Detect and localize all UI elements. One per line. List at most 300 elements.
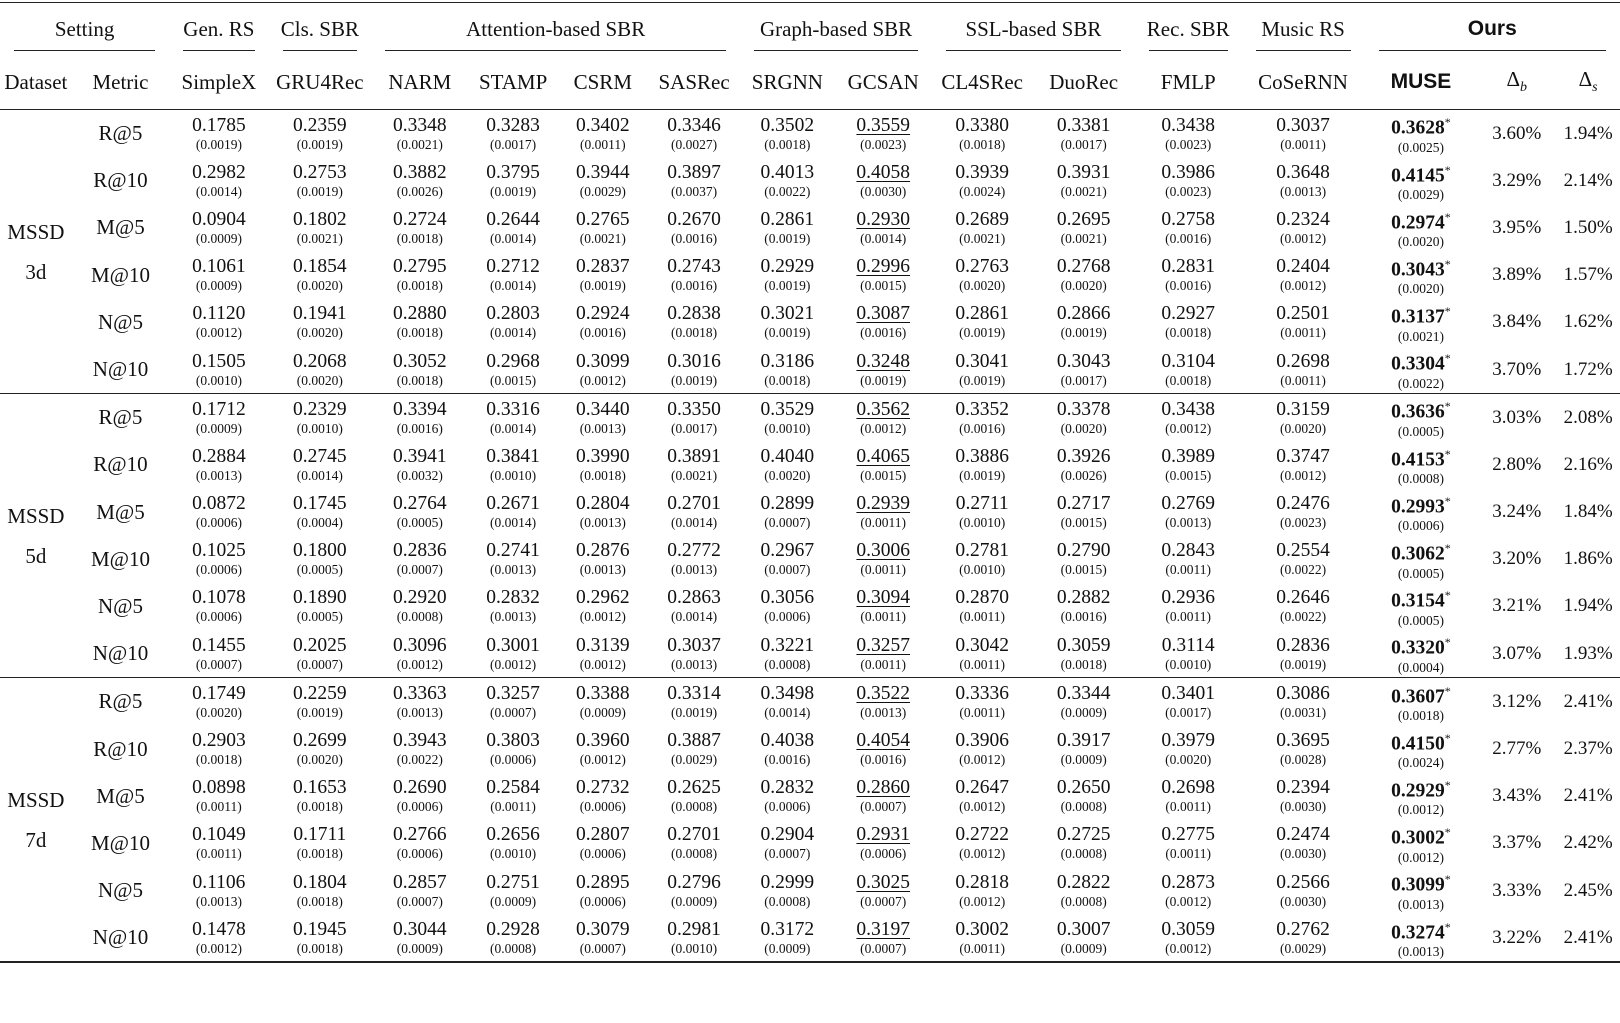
- value-cell: [740, 441, 834, 488]
- significance-marker: *: [1444, 541, 1451, 556]
- metric-cell: M@5: [96, 215, 145, 240]
- std-value: (0.0021): [579, 230, 626, 246]
- metric-value: 0.2732: [576, 777, 630, 799]
- metric-value: 0.3440: [576, 398, 630, 420]
- second-best-value: 0.2860: [856, 777, 911, 799]
- std-value: (0.0012): [959, 846, 1006, 862]
- value-cell: [269, 157, 372, 204]
- std-value: (0.0018): [296, 846, 343, 862]
- delta-b-cell: 3.43%: [1492, 785, 1542, 807]
- metric-value: 0.3917: [1056, 730, 1111, 752]
- std-value: (0.0005): [1397, 612, 1444, 628]
- value-cell: [648, 773, 740, 820]
- metric-value: 0.3381: [1056, 114, 1111, 136]
- value-cell: [371, 914, 468, 962]
- value-cell: [269, 914, 372, 962]
- metric-value: 0.1478: [192, 918, 246, 940]
- value-cell: [469, 394, 558, 442]
- std-value: (0.0006): [860, 846, 907, 862]
- value-cell: [371, 394, 468, 442]
- value-cell: [558, 394, 648, 442]
- metric-value: 0.2895: [576, 871, 630, 893]
- metric-value: 0.2025: [293, 634, 347, 656]
- value-cell: [932, 394, 1032, 442]
- dataset-cell: [0, 678, 72, 963]
- value-cell: [469, 914, 558, 962]
- cmidrule: [183, 50, 254, 51]
- metric-value: 0.2884: [192, 445, 246, 467]
- std-value: (0.0012): [1279, 278, 1327, 294]
- delta-b-cell: 3.20%: [1492, 548, 1542, 570]
- metric-cell: M@5: [96, 499, 145, 524]
- std-value: (0.0020): [1397, 281, 1444, 297]
- metric-value: 0.2843: [1161, 540, 1216, 562]
- group-header-gen-rs: [169, 3, 268, 56]
- std-value: (0.0018): [396, 325, 443, 341]
- metric-value: 0.3059: [1056, 634, 1111, 656]
- metric-cell: N@10: [72, 914, 169, 962]
- std-value: (0.0010): [490, 467, 537, 483]
- std-value: (0.0024): [959, 183, 1006, 199]
- std-value: (0.0023): [1279, 515, 1327, 531]
- best-value-number: 0.3099: [1391, 874, 1445, 896]
- value-cell: [269, 536, 372, 583]
- value-cell: [1365, 773, 1478, 820]
- std-value: (0.0007): [195, 656, 242, 672]
- metric-value: 0.2880: [393, 303, 447, 325]
- value-cell: [269, 867, 372, 914]
- std-value: (0.0013): [579, 515, 626, 531]
- std-value: (0.0012): [1279, 230, 1327, 246]
- value-cell: [1242, 157, 1365, 204]
- significance-marker: *: [1444, 162, 1451, 177]
- second-best-value: 0.3257: [856, 634, 911, 656]
- std-value: (0.0007): [860, 940, 907, 956]
- value-cell: [648, 583, 740, 630]
- dataset-name: MSSD: [7, 219, 65, 244]
- delta-s-cell: 1.94%: [1563, 595, 1613, 617]
- std-value: (0.0007): [764, 846, 811, 862]
- table-row: [0, 536, 1620, 583]
- table-row: [0, 110, 1620, 158]
- value-cell: [558, 204, 648, 251]
- std-value: (0.0021): [1060, 183, 1107, 199]
- second-best-value: 0.2996: [856, 256, 911, 278]
- metric-value: 0.2671: [486, 493, 540, 515]
- best-value: [1365, 395, 1478, 424]
- value-cell: [648, 441, 740, 488]
- std-value: (0.0023): [860, 136, 907, 152]
- value-cell: [740, 110, 834, 158]
- std-value: (0.0018): [959, 136, 1006, 152]
- metric-value: 0.2670: [667, 208, 721, 230]
- value-cell: [169, 678, 268, 726]
- metric-value: 0.2836: [393, 540, 447, 562]
- metric-value: 0.3979: [1161, 730, 1216, 752]
- dataset-name: MSSD: [7, 503, 65, 528]
- metric-value: 0.2803: [486, 303, 540, 325]
- delta-s-cell: 1.62%: [1563, 311, 1613, 333]
- std-value: (0.0005): [1397, 423, 1444, 439]
- value-cell: [169, 346, 268, 394]
- table-row: [0, 204, 1620, 251]
- value-cell: [558, 110, 648, 158]
- std-value: (0.0010): [195, 372, 242, 388]
- delta-s-cell: 1.57%: [1563, 264, 1613, 286]
- group-header-ssl-based-sbr: [932, 3, 1135, 56]
- value-cell: [1032, 914, 1135, 962]
- value-cell: [269, 583, 372, 630]
- std-value: (0.0010): [1165, 656, 1212, 672]
- table-row: [0, 489, 1620, 536]
- metric-value: 0.3007: [1056, 918, 1111, 940]
- std-value: (0.0011): [1280, 372, 1326, 388]
- metric-cell: R@10: [93, 168, 148, 193]
- std-value: (0.0012): [490, 656, 537, 672]
- std-value: (0.0011): [860, 656, 907, 672]
- metric-value: 0.3891: [667, 445, 721, 467]
- std-value: (0.0023): [1165, 183, 1212, 199]
- metric-value: 0.3114: [1161, 634, 1215, 656]
- std-value: (0.0018): [296, 893, 343, 909]
- column-header-csrm: CSRM: [558, 55, 648, 110]
- group-header-music-rs: [1242, 3, 1365, 56]
- significance-marker: *: [1444, 304, 1451, 319]
- std-value: (0.0012): [579, 609, 626, 625]
- group-header-label: Setting: [54, 17, 115, 41]
- cmidrule: [1256, 50, 1351, 51]
- metric-value: 0.2857: [393, 871, 447, 893]
- table-row: [0, 299, 1620, 346]
- std-value: (0.0005): [296, 609, 343, 625]
- value-cell: [558, 678, 648, 726]
- value-cell: [469, 346, 558, 394]
- value-cell: [740, 536, 834, 583]
- value-cell: [269, 725, 372, 772]
- value-cell: [932, 441, 1032, 488]
- value-cell: [1242, 867, 1365, 914]
- table-body: [0, 110, 1620, 963]
- best-value: [1365, 443, 1478, 472]
- value-cell: [1365, 441, 1478, 488]
- group-header-row: [0, 3, 1620, 56]
- std-value: (0.0008): [764, 893, 811, 909]
- significance-marker: *: [1444, 493, 1451, 508]
- second-best-value: 0.3197: [856, 918, 911, 940]
- best-value: [1365, 774, 1478, 803]
- column-header-gru4rec: GRU4Rec: [269, 55, 372, 110]
- value-cell: [469, 110, 558, 158]
- metric-value: 0.2763: [955, 256, 1009, 278]
- metric-value: 0.3042: [955, 634, 1009, 656]
- value-cell: [648, 252, 740, 299]
- std-value: (0.0018): [579, 467, 626, 483]
- metric-cell: N@10: [92, 357, 149, 382]
- column-header-sasrec: SASRec: [648, 55, 740, 110]
- value-cell: [371, 299, 468, 346]
- metric-value: 0.2999: [760, 871, 815, 893]
- metric-value: 0.1785: [192, 114, 246, 136]
- metric-value: 0.3099: [576, 350, 630, 372]
- value-cell: [932, 536, 1032, 583]
- metric-value: 0.3104: [1161, 350, 1216, 372]
- value-cell: [932, 867, 1032, 914]
- metric-value: 0.1455: [192, 634, 246, 656]
- significance-marker: *: [1444, 872, 1451, 887]
- metric-value: 0.2646: [1276, 587, 1330, 609]
- std-value: (0.0022): [1397, 375, 1444, 391]
- best-value-number: 0.3636: [1391, 401, 1445, 423]
- table-row: [0, 394, 1620, 442]
- table-row: [0, 914, 1620, 962]
- std-value: (0.0029): [1397, 187, 1444, 203]
- metric-value: 0.3438: [1161, 114, 1216, 136]
- std-value: (0.0021): [959, 230, 1006, 246]
- metric-value: 0.2837: [576, 256, 630, 278]
- std-value: (0.0019): [1060, 325, 1107, 341]
- metric-value: 0.4038: [760, 730, 815, 752]
- std-value: (0.0011): [959, 609, 1005, 625]
- metric-value: 0.1049: [192, 824, 246, 846]
- delta-s-cell: 2.45%: [1563, 879, 1613, 901]
- delta-s-cell: 1.72%: [1563, 358, 1613, 380]
- value-cell: [835, 299, 932, 346]
- value-cell: [932, 299, 1032, 346]
- metric-value: 0.2920: [393, 587, 447, 609]
- std-value: (0.0018): [195, 752, 242, 768]
- value-cell: [269, 820, 372, 867]
- column-header-gcsan: GCSAN: [835, 55, 932, 110]
- std-value: (0.0006): [396, 799, 443, 815]
- value-cell: [1242, 252, 1365, 299]
- metric-value: 0.0872: [192, 493, 246, 515]
- value-cell: [1135, 820, 1242, 867]
- std-value: (0.0019): [764, 325, 811, 341]
- value-cell: [740, 867, 834, 914]
- significance-marker: *: [1444, 588, 1451, 603]
- metric-value: 0.2772: [667, 540, 721, 562]
- value-cell: [1032, 536, 1135, 583]
- value-cell: [835, 914, 932, 962]
- value-cell: [1032, 346, 1135, 394]
- value-cell: [469, 489, 558, 536]
- std-value: (0.0006): [195, 562, 242, 578]
- std-value: (0.0005): [396, 515, 443, 531]
- value-cell: [371, 536, 468, 583]
- value-cell: [1242, 630, 1365, 678]
- metric-value: 0.2927: [1161, 303, 1216, 325]
- group-header-label: Music RS: [1261, 17, 1345, 41]
- std-value: (0.0012): [959, 893, 1006, 909]
- std-value: (0.0019): [764, 230, 811, 246]
- std-value: (0.0018): [296, 799, 343, 815]
- value-cell: [740, 630, 834, 678]
- best-value: [1365, 537, 1478, 566]
- best-value: [1365, 631, 1478, 660]
- metric-value: 0.2650: [1056, 777, 1111, 799]
- metric-value: 0.3086: [1276, 682, 1330, 704]
- metric-value: 0.2762: [1276, 918, 1330, 940]
- std-value: (0.0019): [671, 372, 718, 388]
- value-cell: [1135, 299, 1242, 346]
- std-value: (0.0020): [296, 372, 343, 388]
- metric-value: 0.3159: [1276, 398, 1330, 420]
- value-cell: [169, 441, 268, 488]
- metric-value: 0.2701: [667, 824, 721, 846]
- delta-b-cell: 3.03%: [1477, 394, 1556, 442]
- second-best-value: 0.3006: [856, 540, 911, 562]
- value-cell: [648, 867, 740, 914]
- value-cell: [932, 583, 1032, 630]
- second-best-value: 0.2930: [856, 208, 911, 230]
- value-cell: [558, 346, 648, 394]
- metric-value: 0.2394: [1276, 777, 1330, 799]
- std-value: (0.0011): [490, 799, 536, 815]
- std-value: (0.0009): [1060, 704, 1107, 720]
- std-value: (0.0006): [579, 846, 626, 862]
- std-value: (0.0018): [396, 230, 443, 246]
- value-cell: [740, 299, 834, 346]
- group-header-attention-based-sbr: [371, 3, 740, 56]
- std-value: (0.0011): [196, 846, 242, 862]
- second-best-value: 0.3559: [856, 114, 911, 136]
- metric-value: 0.2882: [1056, 587, 1111, 609]
- std-value: (0.0005): [296, 562, 343, 578]
- std-value: (0.0014): [671, 515, 718, 531]
- std-value: (0.0030): [1279, 799, 1327, 815]
- value-cell: [1365, 489, 1478, 536]
- value-cell: [1032, 252, 1135, 299]
- std-value: (0.0009): [195, 230, 242, 246]
- significance-marker: *: [1444, 209, 1451, 224]
- std-value: (0.0008): [1397, 471, 1444, 487]
- std-value: (0.0006): [1397, 518, 1444, 534]
- metric-value: 0.3401: [1161, 682, 1216, 704]
- value-cell: [932, 204, 1032, 251]
- value-cell: [269, 299, 372, 346]
- value-cell: [1365, 678, 1478, 726]
- std-value: (0.0012): [1397, 802, 1444, 818]
- value-cell: [1032, 110, 1135, 158]
- std-value: (0.0009): [579, 704, 626, 720]
- std-value: (0.0011): [860, 515, 907, 531]
- metric-value: 0.2795: [393, 256, 447, 278]
- value-cell: [169, 583, 268, 630]
- best-value-number: 0.3043: [1391, 259, 1445, 281]
- metric-value: 0.3943: [393, 730, 447, 752]
- delta-symbol: Δ: [1578, 67, 1593, 92]
- delta-b-cell: 2.80%: [1492, 453, 1542, 475]
- table-row: [0, 678, 1620, 726]
- metric-value: 0.3344: [1056, 682, 1111, 704]
- metric-value: 0.2796: [667, 871, 721, 893]
- std-value: (0.0013): [671, 656, 718, 672]
- value-cell: [371, 441, 468, 488]
- value-cell: [835, 867, 932, 914]
- metric-value: 0.3041: [955, 350, 1009, 372]
- metric-value: 0.1712: [192, 398, 246, 420]
- metric-value: 0.3221: [760, 634, 815, 656]
- std-value: (0.0019): [764, 278, 811, 294]
- std-value: (0.0014): [490, 420, 537, 436]
- metric-value: 0.3001: [486, 634, 540, 656]
- table-row: [0, 252, 1620, 299]
- metric-value: 0.3139: [576, 634, 630, 656]
- metric-value: 0.2329: [293, 398, 347, 420]
- column-header-delta-b: [1477, 55, 1556, 110]
- std-value: (0.0015): [1060, 515, 1107, 531]
- std-value: (0.0006): [195, 515, 242, 531]
- std-value: (0.0010): [296, 420, 343, 436]
- std-value: (0.0019): [296, 183, 343, 199]
- std-value: (0.0015): [1165, 467, 1212, 483]
- std-value: (0.0012): [1165, 940, 1212, 956]
- value-cell: [835, 489, 932, 536]
- value-cell: [740, 820, 834, 867]
- delta-b-cell: 3.95%: [1492, 216, 1542, 238]
- metric-value: 0.2695: [1056, 208, 1111, 230]
- std-value: (0.0020): [959, 278, 1006, 294]
- std-value: (0.0021): [1060, 230, 1107, 246]
- value-cell: [1135, 157, 1242, 204]
- metric-value: 0.2936: [1161, 587, 1216, 609]
- best-value-number: 0.3154: [1391, 590, 1445, 612]
- second-best-value: 0.3025: [856, 871, 911, 893]
- metric-value: 0.2701: [667, 493, 721, 515]
- group-header-label: Cls. SBR: [280, 17, 359, 41]
- std-value: (0.0016): [671, 230, 718, 246]
- column-header-simplex: SimpleX: [169, 55, 268, 110]
- dataset-window: 3d: [25, 259, 47, 284]
- significance-marker: *: [1444, 635, 1451, 650]
- metric-value: 0.0904: [192, 208, 246, 230]
- column-header-dataset: Dataset: [0, 55, 72, 110]
- std-value: (0.0004): [1397, 659, 1444, 675]
- metric-value: 0.3378: [1056, 398, 1111, 420]
- std-value: (0.0016): [579, 325, 626, 341]
- metric-value: 0.3803: [486, 730, 540, 752]
- value-cell: [1135, 725, 1242, 772]
- value-cell: [1032, 441, 1135, 488]
- table-row: [0, 725, 1620, 772]
- value-cell: [648, 725, 740, 772]
- std-value: (0.0010): [764, 420, 811, 436]
- std-value: (0.0013): [1279, 183, 1327, 199]
- table-row: [0, 773, 1620, 820]
- delta-s-cell: 2.42%: [1563, 832, 1613, 854]
- metric-value: 0.1802: [293, 208, 347, 230]
- metric-cell: R@5: [72, 394, 169, 442]
- std-value: (0.0010): [959, 562, 1006, 578]
- metric-value: 0.3044: [393, 918, 447, 940]
- significance-marker: *: [1444, 730, 1451, 745]
- value-cell: [469, 583, 558, 630]
- value-cell: [1365, 914, 1478, 962]
- metric-value: 0.3096: [393, 634, 447, 656]
- std-value: (0.0013): [1397, 896, 1444, 912]
- metric-value: 0.0898: [192, 777, 246, 799]
- value-cell: [371, 820, 468, 867]
- value-cell: [371, 346, 468, 394]
- metric-value: 0.2768: [1056, 256, 1111, 278]
- std-value: (0.0012): [1165, 420, 1212, 436]
- metric-value: 0.3906: [955, 730, 1009, 752]
- value-cell: [1135, 394, 1242, 442]
- value-cell: [932, 773, 1032, 820]
- std-value: (0.0009): [1060, 752, 1107, 768]
- value-cell: [740, 914, 834, 962]
- delta-s-cell: 2.41%: [1556, 914, 1620, 962]
